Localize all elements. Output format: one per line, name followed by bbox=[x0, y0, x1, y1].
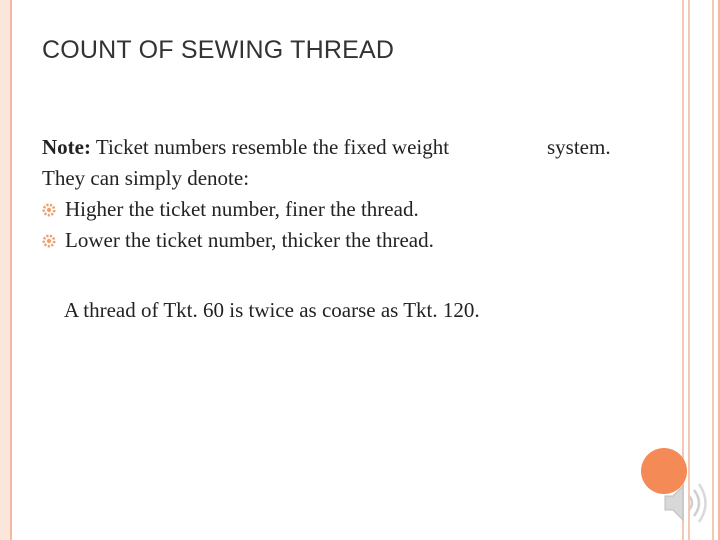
bullet-text: Higher the ticket number, finer the thread. bbox=[65, 197, 419, 221]
bullet-text: Lower the ticket number, thicker the thread. bbox=[65, 228, 434, 252]
right-decorative-border bbox=[680, 0, 720, 540]
note-line bbox=[42, 132, 662, 163]
denote-line: They can simply denote: bbox=[42, 166, 250, 190]
list-item bbox=[42, 225, 662, 256]
example-text: A thread of Tkt. 60 is twice as coarse as Tkt. 120. bbox=[64, 298, 480, 322]
slide-body bbox=[42, 132, 662, 256]
list-item bbox=[42, 194, 662, 225]
left-decorative-band bbox=[0, 0, 12, 540]
note-label: Note: bbox=[42, 135, 91, 159]
gear-bullet-icon bbox=[42, 203, 56, 217]
gear-bullet-icon bbox=[42, 234, 56, 248]
note-trailing-word: system. bbox=[547, 135, 611, 159]
note-text: Ticket numbers resemble the fixed weight bbox=[90, 135, 450, 159]
speaker-icon[interactable] bbox=[655, 478, 711, 528]
slide-title: COUNT OF SEWING THREAD bbox=[42, 36, 395, 64]
